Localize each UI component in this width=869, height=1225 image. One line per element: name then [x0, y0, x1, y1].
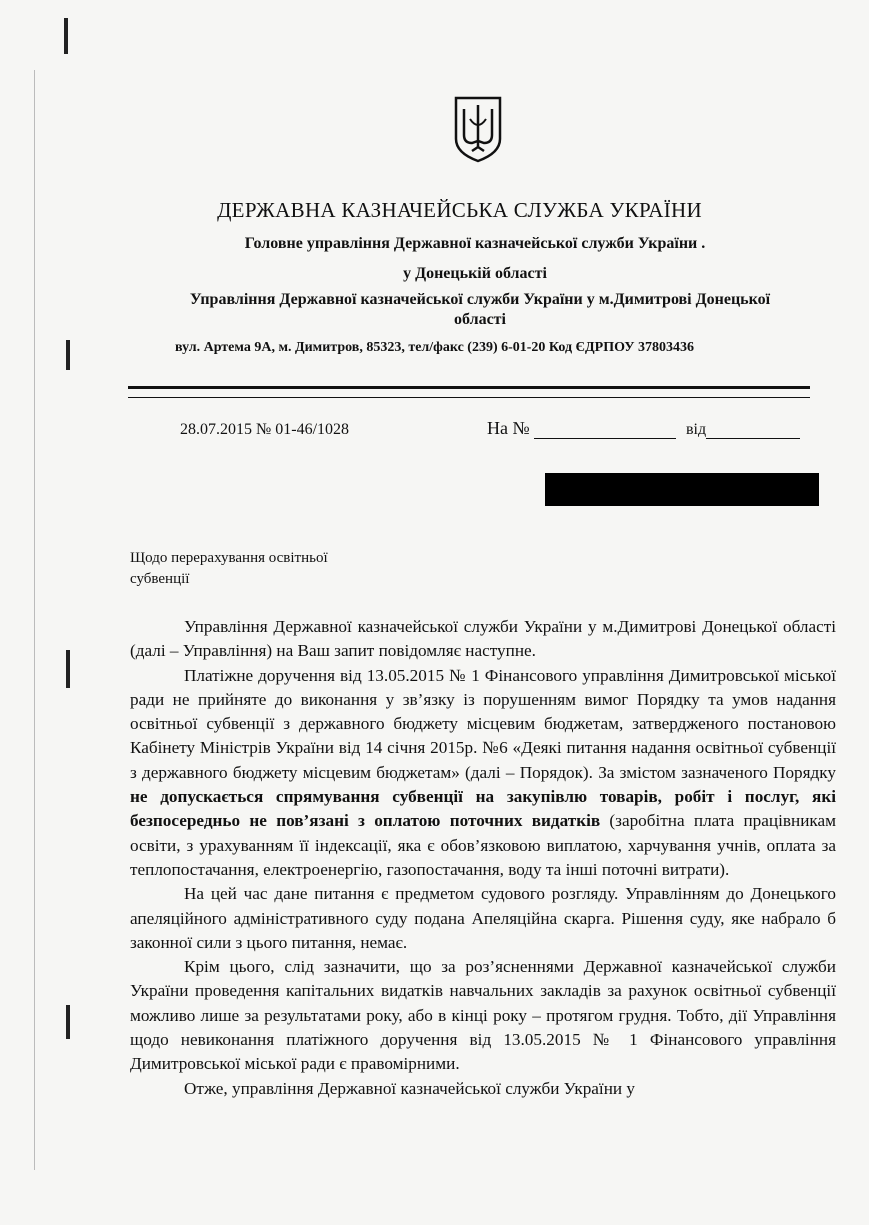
paragraph-conclusion: Отже, управління Державної казначейської служби України у: [184, 1078, 635, 1098]
paragraph-payment-order-emphasis: не допускається спрямування субвенції на закупівлю товарів, робіт і послуг, які безпосередньо не пов’язані з оплатою поточних видатків: [130, 787, 836, 831]
reference-date: [686, 421, 800, 439]
reference-label: На №: [487, 418, 530, 438]
letter-subject: [130, 548, 390, 590]
reference-date-blank: [706, 422, 800, 439]
paragraph-clarification: Крім цього, слід зазначити, що за роз’ясненнями Державної казначейської служби України проведення капітальних видатків навчальних закладів за рахунок освітньої субвенції можливо лише за результатами року, або в кінці року – протягом грудня. Тобто, дії Управління щодо невиконання платіжного доручення від 13.05.2015 № 1 Фінансового управління Димитровської міської ради є правомірними.: [130, 957, 836, 1074]
header-divider: [128, 386, 810, 389]
paragraph-intro: Управління Державної казначейської служби України у м.Димитрові Донецької області (далі – Управління) на Ваш запит повідомляє наступне.: [130, 617, 836, 661]
hole-punch-mark: [66, 340, 70, 370]
subject-line2: субвенції: [130, 571, 190, 587]
subject-line1: Щодо перерахування освітньої: [130, 550, 328, 566]
organization-unit-line2: області: [454, 311, 506, 328]
paragraph-court: На цей час дане питання є предметом судового розгляду. Управлінням до Донецького апеляційного адміністративного суду подана Апеляційна скарга. Рішення суду, яке набрало б законної сили з цього питання, немає.: [130, 884, 836, 952]
letter-body: [130, 615, 836, 1101]
organization-subtitle: Головне управління Державної казначейської служби України .: [244, 235, 706, 252]
redacted-addressee: [545, 473, 819, 506]
hole-punch-mark: [66, 650, 70, 688]
organization-title: ДЕРЖАВНА КАЗНАЧЕЙСЬКА СЛУЖБА УКРАЇНИ: [217, 198, 702, 222]
document-date-number: 28.07.2015 № 01-46/1028: [180, 421, 350, 438]
header-divider-thin: [128, 397, 810, 398]
reference-number: [487, 418, 676, 439]
scan-margin-line: [34, 70, 35, 1170]
paragraph-payment-order-tail: (заробітна плата працівникам освіти, з урахуванням її індексації, яка є обов’язковою виплатою, харчування учнів, оплата за теплопостачання, електроенергію, газопостачання, воду та інші поточні витрати).: [130, 811, 836, 879]
hole-punch-mark: [64, 18, 68, 54]
organization-region: у Донецькій області: [403, 265, 547, 282]
reference-from-label: від: [686, 421, 707, 438]
coat-of-arms-icon: [453, 95, 503, 163]
organization-unit-line1: Управління Державної казначейської служби України у м.Димитрові Донецької: [189, 291, 771, 308]
reference-blank: [534, 422, 676, 439]
hole-punch-mark: [66, 1005, 70, 1039]
paragraph-payment-order-text: Платіжне доручення від 13.05.2015 № 1 Фінансового управління Димитровської міської ради не прийняте до виконання у зв’язку із порушенням вимог Порядку та умов надання освітньої субвенції з державного бюджету місцевим бюджетам, затвердженого постановою Кабінету Міністрів України від 14 січня 2015р. №6 «Деякі питання надання освітньої субвенції з державного бюджету місцевим бюджетам» (далі – Порядок). За змістом зазначеного Порядку: [130, 665, 836, 782]
organization-unit: [150, 290, 810, 330]
paragraph-payment-order: [130, 664, 836, 883]
organization-address: вул. Артема 9А, м. Димитров, 85323, тел/факс (239) 6-01-20 Код ЄДРПОУ 37803436: [175, 340, 695, 355]
